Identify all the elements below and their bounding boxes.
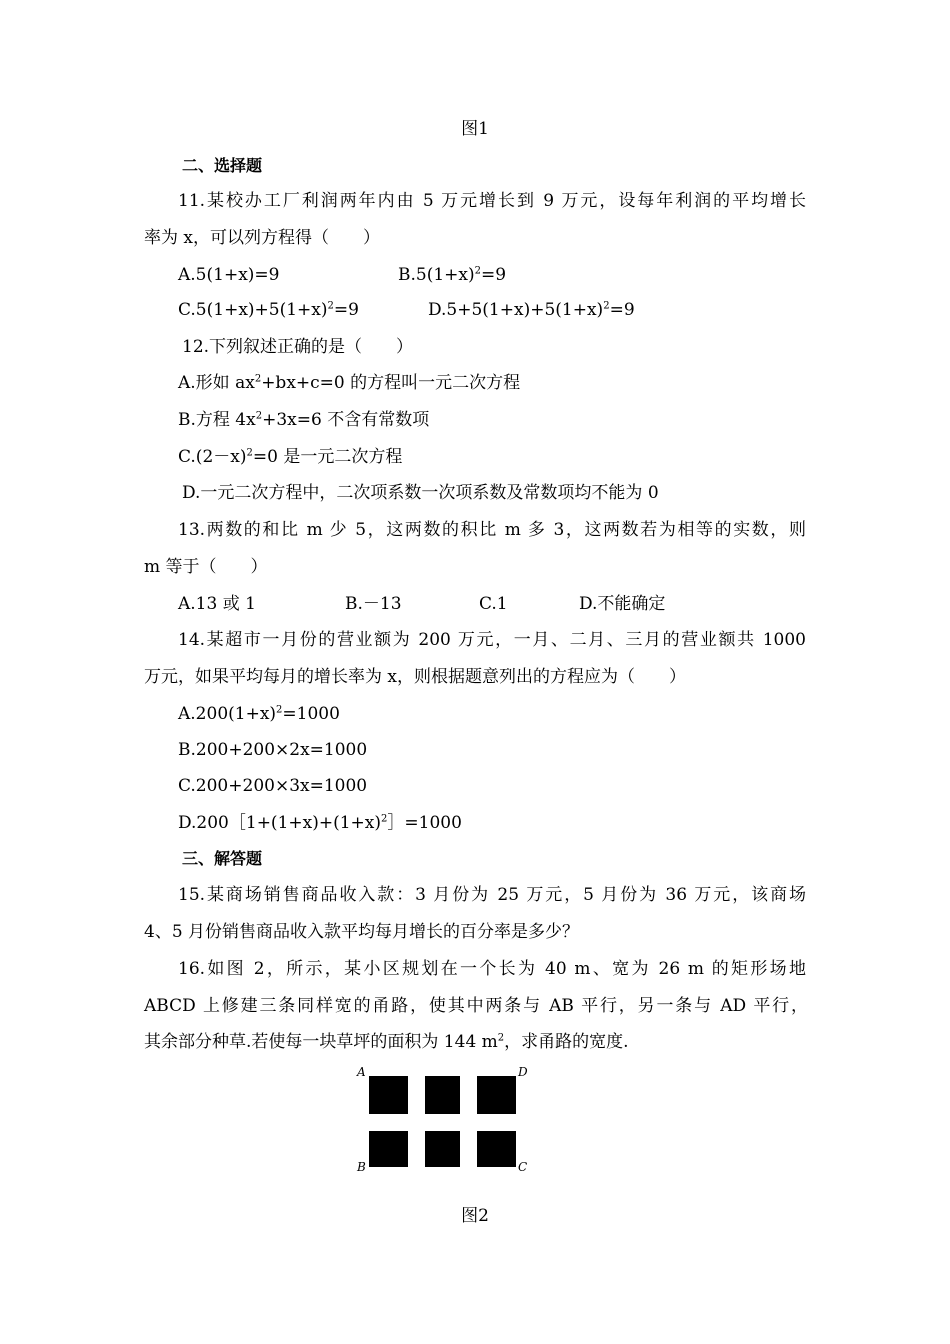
q11-option-b: $B.5(1+x)^2=9$ [398,265,507,285]
label-a: A [357,1065,366,1079]
q13-stem-line2: m 等于（ ） [144,557,268,577]
q14-option-c: C.200+200×3x=1000 [178,776,368,796]
road-vertical-left [408,1076,425,1167]
label-b: B [357,1160,366,1174]
q13-option-d: D.不能确定 [579,594,666,614]
q14-stem-line2: 万元，如果平均每月的增长率为 x，则根据题意列出的方程应为（ ） [144,667,686,687]
q11-option-c: $C.5(1+x)+5(1+x)^2=9$ [178,300,359,320]
label-c: C [518,1160,528,1174]
q13-option-c: C.1 [479,594,508,614]
q16-line1: 16.如图 2，所示，某小区规划在一个长为 40 m、宽为 26 m 的矩形场地 [178,959,806,979]
q12-stem: 12.下列叙述正确的是（ ） [182,337,414,357]
q16-line3: 其余部分种草.若使每一块草坪的面积为 144 $m^2$，求甬路的宽度. [144,1032,629,1052]
road-vertical-right [460,1076,477,1167]
q15-line1: 15.某商场销售商品收入款：3 月份为 25 万元，5 月份为 36 万元，该商场 [178,885,806,905]
figure-2-diagram [352,1064,542,1182]
q13-stem-line1: 13.两数的和比 m 少 5，这两数的积比 m 多 3，这两数若为相等的实数，则 [178,520,806,540]
q11-option-d: $D.5+5(1+x)+5(1+x)^2=9$ [428,300,635,320]
figure-2-caption: 图2 [461,1206,489,1226]
section-2-title: 二、选择题 [182,156,263,175]
label-d: D [518,1065,528,1079]
q16-line2: ABCD 上修建三条同样宽的甬路，使其中两条与 AB 平行，另一条与 AD 平行， [144,996,808,1016]
q12-option-c: $C.(2-x)^2=0$ 是一元二次方程 [178,447,403,467]
q11-option-a: A.5(1+x)=9 [178,265,280,285]
q14-option-a: $A.200(1+x)^2=1000$ [178,704,340,724]
q14-option-d: $D.200[1+(1+x)+(1+x)^2]=1000$ [178,813,462,833]
q13-option-a: A.13 或 1 [178,594,256,614]
q12-option-d: D.一元二次方程中，二次项系数一次项系数及常数项均不能为 0 [182,483,659,503]
q13-option-b: B.－13 [345,594,402,614]
q15-line2: 4、5 月份销售商品收入款平均每月增长的百分率是多少？ [144,922,580,942]
q11-stem-line2: 率为 x，可以列方程得（ ） [144,228,380,248]
q14-stem-line1: 14.某超市一月份的营业额为 200 万元，一月、二月、三月的营业额共 1000 [178,630,806,650]
q12-option-b: B.方程 $4x^2+3x=6$ 不含有常数项 [178,410,430,430]
q14-option-b: B.200+200×2x=1000 [178,740,368,760]
road-horizontal [369,1114,516,1131]
q12-option-a: A.形如 $ax^2+bx+c=0$ 的方程叫一元二次方程 [178,373,521,393]
q11-stem-line1: 11.某校办工厂利润两年内由 5 万元增长到 9 万元，设每年利润的平均增长 [178,191,806,211]
figure-1-caption: 图1 [461,119,489,139]
section-3-title: 三、解答题 [182,849,263,868]
